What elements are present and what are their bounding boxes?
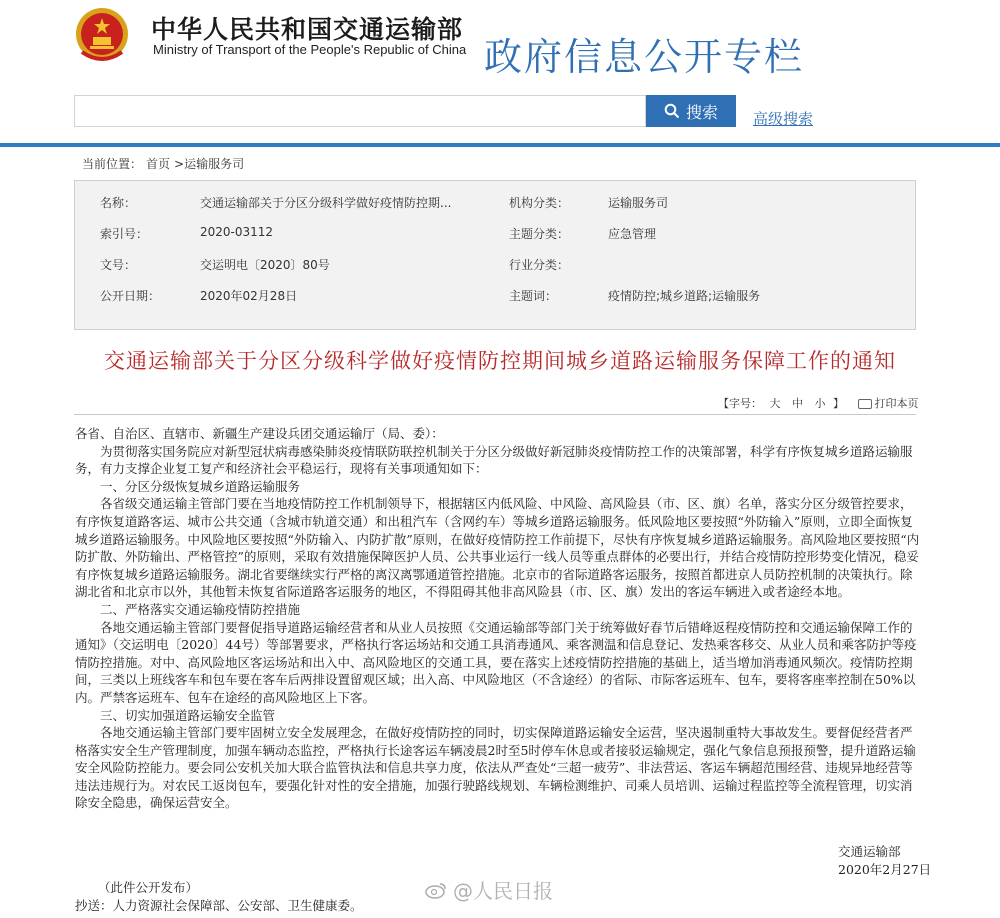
printer-icon bbox=[858, 399, 872, 409]
meta-topic-label: 主题分类： bbox=[509, 227, 570, 241]
meta-name-label: 名称： bbox=[100, 196, 137, 210]
font-size-small-button[interactable]: 小 bbox=[814, 397, 826, 410]
breadcrumb bbox=[82, 155, 248, 172]
search-button-label: 搜索 bbox=[685, 102, 718, 122]
font-size-large-button[interactable]: 大 bbox=[769, 397, 781, 410]
search-button[interactable] bbox=[646, 95, 736, 127]
meta-date-value: 2020年02月28日 bbox=[200, 289, 298, 303]
meta-row bbox=[75, 287, 915, 317]
meta-index-value: 2020-03112 bbox=[200, 225, 274, 239]
meta-row bbox=[75, 194, 915, 224]
section-heading: 一、分区分级恢复城乡道路运输服务 bbox=[100, 478, 301, 494]
document-metadata bbox=[74, 180, 916, 330]
watermark-text: @人民日报 bbox=[453, 879, 553, 903]
publication-note: （此件公开发布） bbox=[98, 880, 199, 895]
print-button[interactable] bbox=[858, 397, 919, 410]
meta-org-value: 运输服务司 bbox=[608, 196, 669, 210]
search-input[interactable] bbox=[74, 95, 646, 127]
salutation: 各省、自治区、直辖市、新疆生产建设兵团交通运输厅（局、委）： bbox=[75, 426, 444, 441]
signing-organization: 交通运输部 bbox=[838, 844, 901, 859]
meta-org-label: 机构分类： bbox=[509, 196, 570, 210]
font-size-label: 【字号： bbox=[718, 397, 762, 410]
font-size-medium-button[interactable]: 中 bbox=[792, 397, 803, 410]
meta-name-value: 交通运输部关于分区分级科学做好疫情防控期... bbox=[200, 196, 452, 210]
meta-row bbox=[75, 225, 915, 255]
ministry-name-en: Ministry of Transport of the People's Republic of China bbox=[153, 42, 467, 57]
weibo-icon bbox=[425, 881, 447, 899]
title-divider bbox=[74, 414, 916, 415]
breadcrumb-home[interactable]: 首页 bbox=[146, 157, 171, 171]
section-heading: 三、切实加强道路运输安全监管 bbox=[100, 707, 276, 723]
meta-topic-value: 应急管理 bbox=[608, 227, 657, 241]
print-label: 打印本页 bbox=[874, 397, 919, 410]
font-size-close: 】 bbox=[833, 397, 844, 410]
ministry-name-cn: 中华人民共和国交通运输部 bbox=[151, 15, 464, 44]
document-body bbox=[75, 425, 920, 812]
section-heading: 二、严格落实交通运输疫情防控措施 bbox=[100, 601, 301, 617]
watermark bbox=[425, 875, 553, 904]
meta-docno-label: 文号： bbox=[100, 258, 137, 272]
document-title: 交通运输部关于分区分级科学做好疫情防控期间城乡道路运输服务保障工作的通知 bbox=[104, 349, 896, 373]
advanced-search-link[interactable]: 高级搜索 bbox=[753, 110, 814, 128]
meta-index-label: 索引号： bbox=[100, 227, 149, 241]
meta-industry-label: 行业分类： bbox=[509, 258, 570, 272]
meta-date-label: 公开日期： bbox=[100, 289, 161, 303]
page-tools bbox=[718, 395, 919, 411]
header-divider bbox=[0, 143, 1000, 147]
signing-date: 2020年2月27日 bbox=[838, 862, 932, 877]
breadcrumb-separator: > bbox=[174, 157, 185, 171]
meta-keywords-label: 主题词： bbox=[509, 289, 558, 303]
breadcrumb-label: 当前位置： bbox=[82, 157, 143, 171]
section-paragraph: 各地交通运输主管部门要督促指导道路运输经营者和从业人员按照《交通运输部等部门关于统筹做好春节后错峰返程疫情防控和交通运输保障工作的通知》（交运明电〔2020〕44号）等部署要求，严格执行客运场站和交通工具消毒通风、乘客测温和信息登记、发热乘客移交、从业人员和乘客防护等疫情防控措施。对中、高风险地区客运场站和出入中、高风险地区的交通工具，要在落实上述疫情防控措施的基础上，适当增加消毒通风频次。疫情防控期间，三类以上班线客车和包车要在客车后两排设置留观区域；出入高、中风险地区（不含途经）的省际、市际客运班车、包车，要将客座率控制在50%以内。严禁客运班车、包车在途经的高风险地区上下客。 bbox=[75, 619, 917, 705]
meta-docno-value: 交运明电〔2020〕80号 bbox=[200, 258, 330, 272]
meta-keywords-value: 疫情防控;城乡道路;运输服务 bbox=[608, 289, 761, 303]
intro-paragraph: 为贯彻落实国务院应对新型冠状病毒感染肺炎疫情联防联控机制关于分区分级做好新冠肺炎疫情防控工作的决策部署，科学有序恢复城乡道路运输服务，有力支撑企业复工复产和经济社会平稳运行，现将有关事项通知如下： bbox=[75, 443, 913, 477]
national-emblem-icon bbox=[72, 6, 132, 66]
section-paragraph: 各省级交通运输主管部门要在当地疫情防控工作机制领导下，根据辖区内低风险、中风险、高风险县（市、区、旗）名单，落实分区分级管控要求，有序恢复道路客运、城市公共交通（含城市轨道交通）和出租汽车（含网约车）等城乡道路运输服务。低风险地区要按照“外防输入”原则，立即全面恢复城乡道路运输服务。中风险地区要按照“外防输入、内防扩散”原则，在做好疫情防控工作前提下，尽快有序恢复城乡道路运输服务。高风险地区要按照“内防扩散、外防输出、严格管控”的原则，采取有效措施保障医护人员、公共事业运行一线人员等重点群体的必要出行，并结合疫情防控形势变化情况，稳妥有序恢复城乡道路运输服务。湖北省要继续实行严格的离汉离鄂通道管控措施。北京市的省际道路客运服务，按照首都进京人员防控机制的决策执行。除湖北省和北京市以外，其他暂未恢复省际道路客运服务的地区，不得阻碍其他非高风险县（市、区、旗）发出的客运车辆进入或者途经本地。 bbox=[75, 496, 920, 600]
section-paragraph: 各地交通运输主管部门要牢固树立安全发展理念，在做好疫情防控的同时，切实保障道路运输安全运营，坚决遏制重特大事故发生。要督促经营者严格落实安全生产管理制度，加强车辆动态监控，严格执行长途客运车辆凌晨2时至5时停车休息或者接驳运输规定，强化气象信息预报预警，提升道路运输安全风险防控能力。要会同公安机关加大联合监管执法和信息共享力度，依法从严查处“三超一疲劳”、非法营运、客运车辆超范围经营、违规异地经营等违法违规行为。对农民工返岗包车，要强化针对性的安全措施，加强行驶路线规划、车辆检测维护、司乘人员培训、运输过程监控等全流程管理，切实消除安全隐患，确保运营安全。 bbox=[75, 725, 916, 811]
meta-row bbox=[75, 256, 915, 286]
portal-title: 政府信息公开专栏 bbox=[484, 35, 805, 79]
breadcrumb-section[interactable]: 运输服务司 bbox=[184, 157, 245, 171]
site-header bbox=[0, 0, 1000, 146]
search-icon bbox=[664, 103, 680, 119]
cc-list: 抄送：人力资源社会保障部、公安部、卫生健康委。 bbox=[75, 898, 363, 913]
